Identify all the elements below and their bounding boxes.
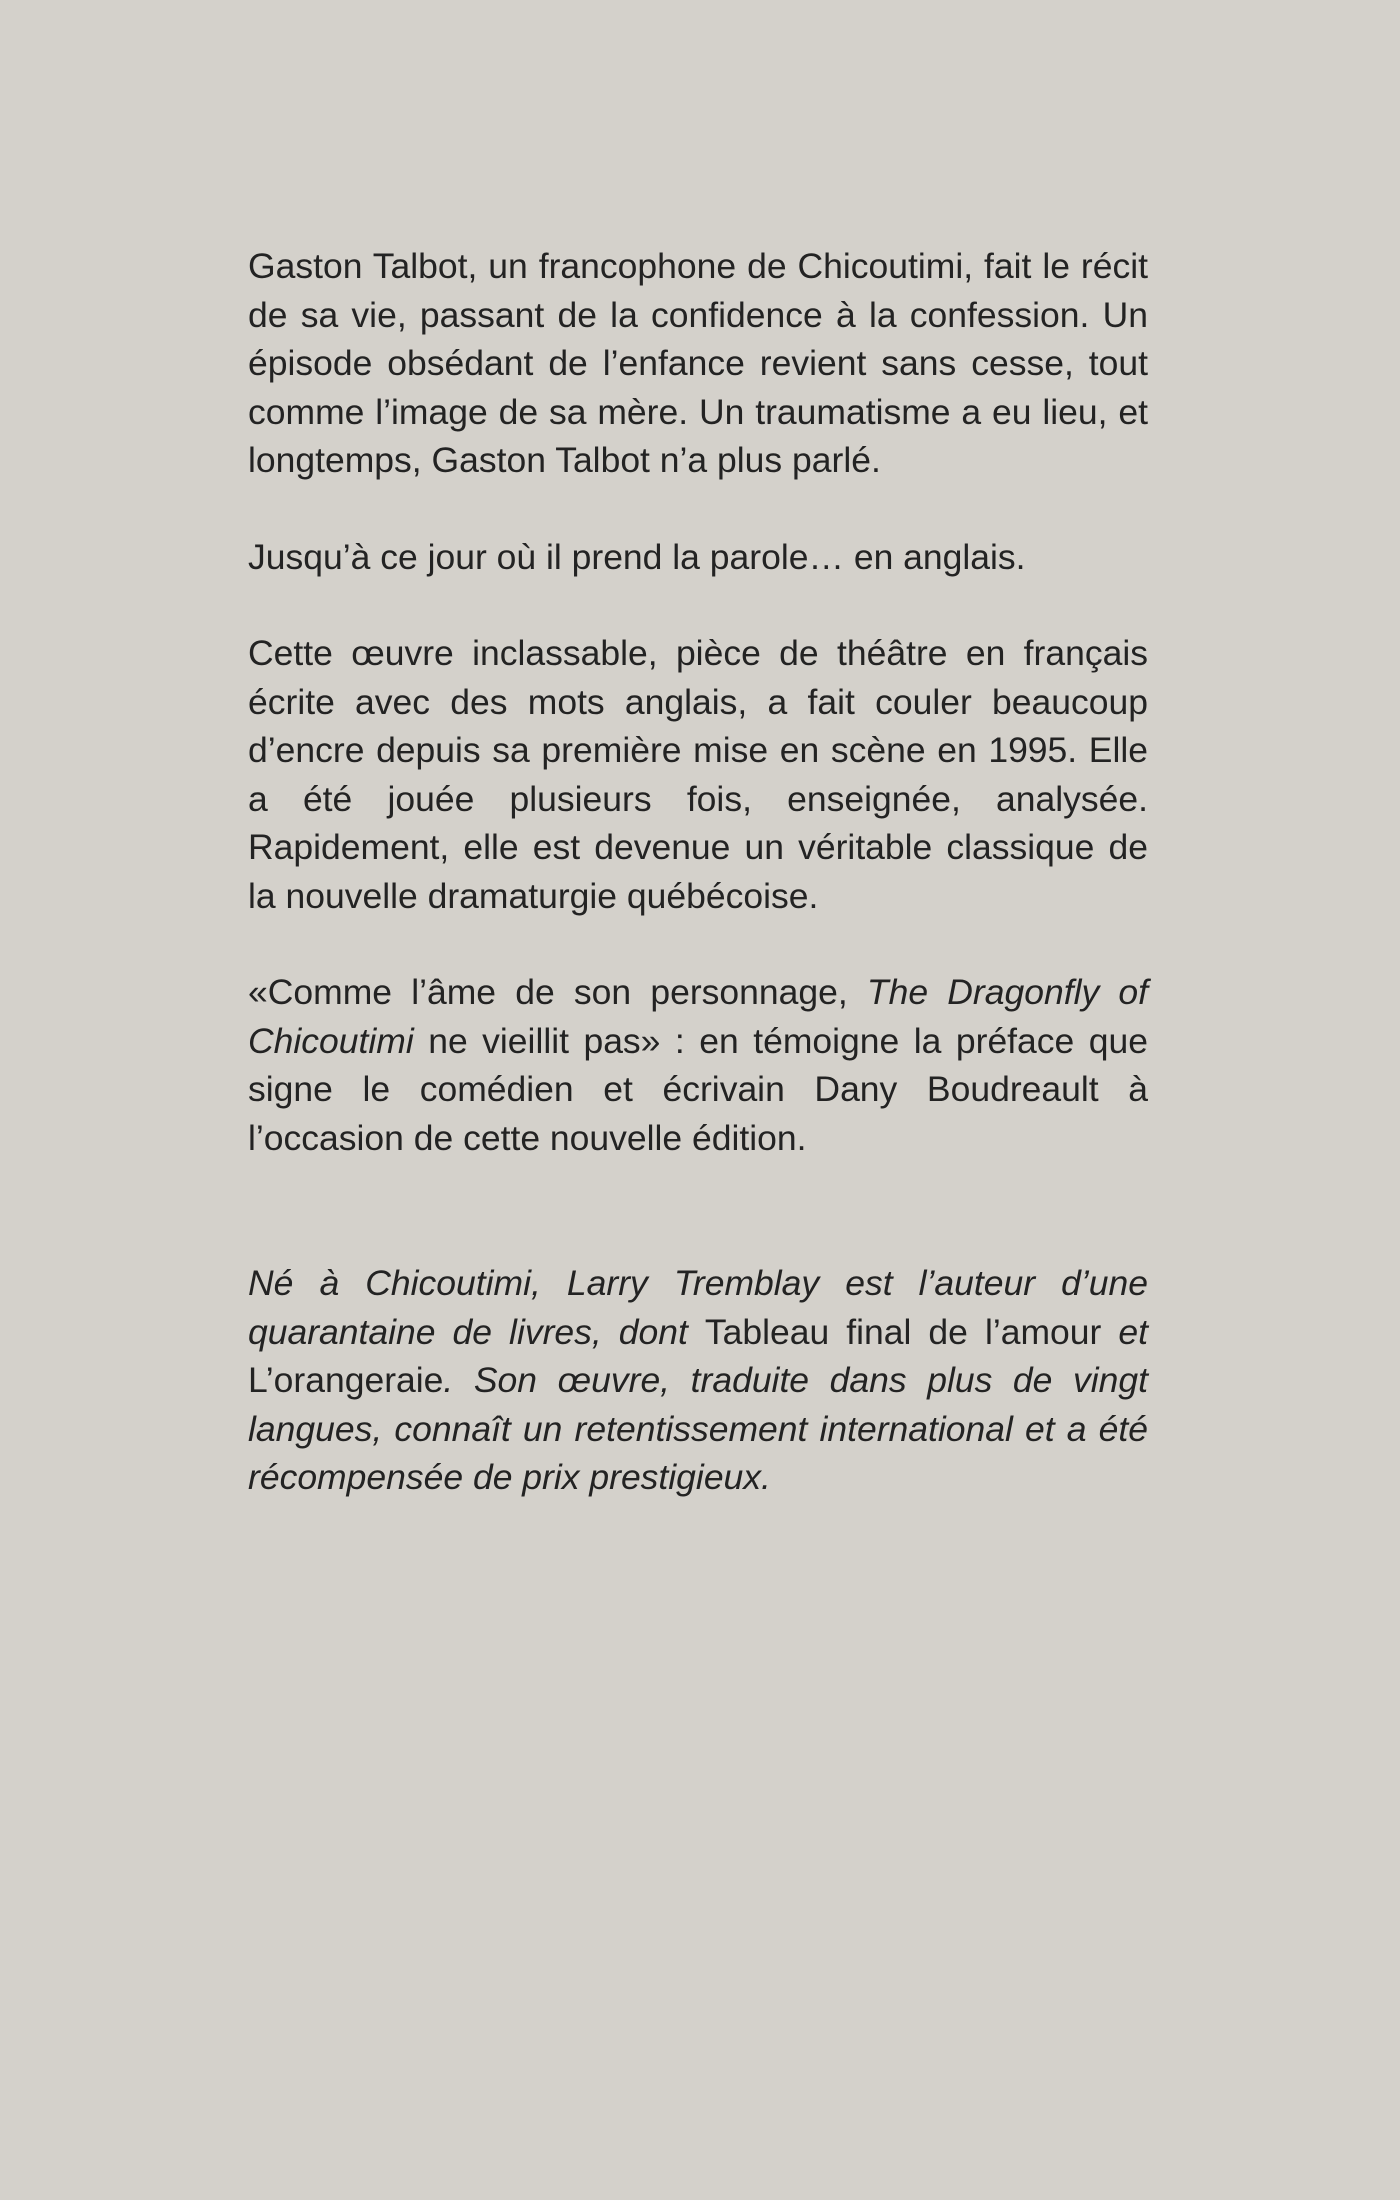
book-title-orangeraie: L’orangeraie: [248, 1360, 444, 1400]
bio-part-1: Né à Chicoutimi, Larry Tremblay est l’auteur d’une quarantaine de livres, dont: [248, 1263, 1148, 1352]
blurb-paragraph-4: [248, 968, 1148, 1162]
blurb-paragraph-1: Gaston Talbot, un francophone de Chicoutimi, fait le récit de sa vie, passant de la confidence à la confession. Un épisode obsédant de l’enfance revient sans cesse, tout comme l’image de sa mère. Un traumatisme a eu lieu, et longtemps, Gaston Talbot n’a plus parlé.: [248, 246, 1148, 480]
quote-rest: ne vieillit pas» : en témoigne la préface que signe le comédien et écrivain Dany Boudreault à l’occasion de cette nouvelle édition.: [248, 1020, 1148, 1158]
blurb-paragraph-2: Jusqu’à ce jour où il prend la parole… en anglais.: [248, 536, 1026, 577]
blurb-paragraph-3: Cette œuvre inclassable, pièce de théâtre en français écrite avec des mots anglais, a fait couler beaucoup d’encre depuis sa première mise en scène en 1995. Elle a été jouée plusieurs fois, enseignée, analysée. Rapidement, elle est devenue un véritable classique de la nouvelle dramaturgie québécoise.: [248, 633, 1148, 916]
quote-opening: «Comme l’âme de son personnage,: [248, 972, 867, 1012]
bio-part-3: . Son œuvre, traduite dans plus de vingt langues, connaît un retentissement international et a été récompensée de prix prestigieux.: [248, 1360, 1148, 1497]
play-title: The Dragonfly of Chicoutimi: [248, 972, 1148, 1061]
book-title-tableau: Tableau final de l’amour: [704, 1311, 1102, 1352]
bio-part-2: et: [1101, 1311, 1148, 1352]
back-cover-text: [248, 242, 1148, 1502]
author-bio: [248, 1259, 1148, 1502]
